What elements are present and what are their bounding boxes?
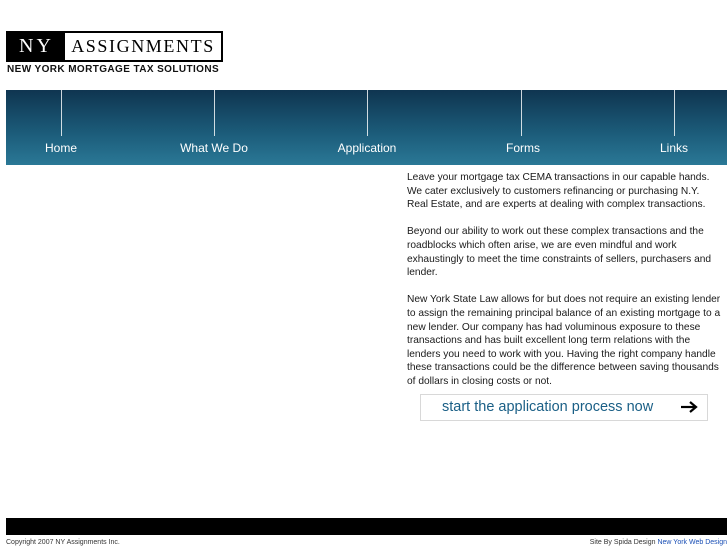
- nav-forms[interactable]: Forms: [506, 141, 540, 155]
- site-tagline: NEW YORK MORTGAGE TAX SOLUTIONS: [7, 64, 220, 75]
- nav-links[interactable]: Links: [659, 141, 688, 155]
- nav-divider: [674, 90, 675, 136]
- law-paragraph: New York State Law allows for but does not require an existing lender to assign the remaining principal balance of an existing mortgage to a new lender. Our company has had voluminous exposure to these transactions and has built excellent long term relations with the lenders you need to work with you. Having the right company handle these transactions could be the difference between saving thousands of dollars in closing costs or not.: [407, 294, 721, 387]
- site-logo[interactable]: [6, 31, 223, 62]
- footer-copyright: Copyright 2007 NY Assignments Inc.: [6, 539, 120, 546]
- nav-divider: [61, 90, 62, 136]
- intro-paragraph: Leave your mortgage tax CEMA transactions in our capable hands. We cater exclusively to customers refinancing or purchasing N.Y. Real Estate, and are experts at dealing with complex transactions.: [407, 172, 710, 211]
- nav-divider: [367, 90, 368, 136]
- main-content: [407, 171, 723, 402]
- footer-credit-link[interactable]: New York Web Design: [657, 539, 727, 546]
- mindful-paragraph: Beyond our ability to work out these complex transactions and the roadblocks which often arise, we are even mindful and work exhaustingly to meet the time constraints of sellers, purchasers and lender.: [407, 226, 712, 279]
- start-application-label: start the application process now: [442, 399, 654, 415]
- footer-credit-text: Site By Spida Design: [589, 539, 656, 546]
- nav-home[interactable]: Home: [44, 141, 77, 155]
- footer-bar: [6, 518, 727, 535]
- main-nav: [6, 90, 727, 165]
- nav-divider: [214, 90, 215, 136]
- nav-application[interactable]: Application: [337, 141, 397, 155]
- logo-ny-block: NY: [8, 33, 65, 60]
- logo-wordmark: ASSIGNMENTS: [71, 36, 215, 56]
- nav-divider: [521, 90, 522, 136]
- nav-what-we-do[interactable]: What We Do: [180, 141, 248, 155]
- start-application-button[interactable]: [420, 394, 708, 421]
- arrow-right-icon: [680, 401, 698, 413]
